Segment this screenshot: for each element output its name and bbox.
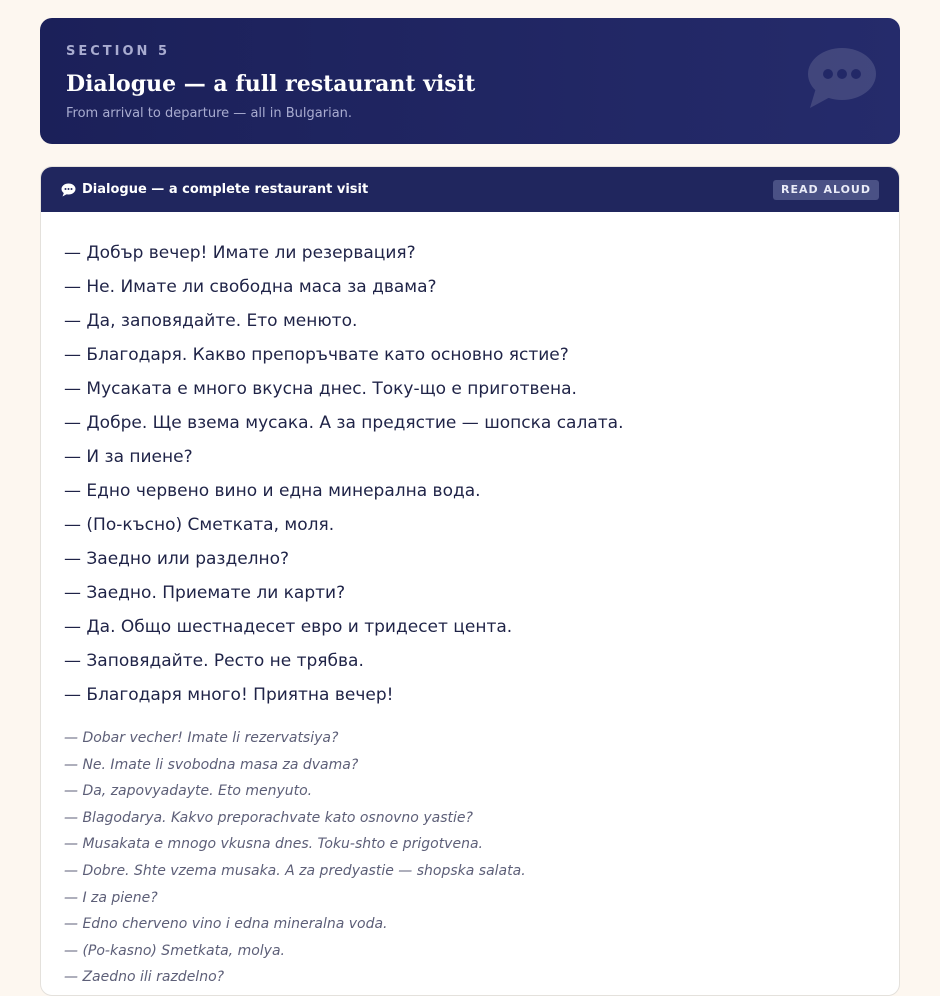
transliteration-line: — Zaedno ili razdelno? [64,969,225,986]
transliteration-line: — Ne. Imate li svobodna masa za dvama? [64,756,359,773]
dialogue-line: — (По-късно) Сметката, моля. [64,515,335,535]
dialogue-card [40,166,900,996]
section-label: SECTION 5 [66,44,170,59]
speech-bubble-icon [806,46,878,112]
dialogue-line: — Добър вечер! Имате ли резервация? [64,243,416,263]
dialogue-line: — Да. Общо шестнадесет евро и тридесет цента. [64,617,513,637]
dialogue-line: — Заедно или разделно? [64,549,290,569]
transliteration-line: — Dobar vecher! Imate li rezervatsiya? [64,730,339,746]
transliteration-line: — Da, zapovyadayte. Eto menyuto. [64,783,313,800]
dialogue-line: — Да, заповядайте. Ето менюто. [64,311,358,331]
transliteration-line: — Blagodarya. Kakvo preporachvate kato osnovno yastie? [64,809,473,826]
transliteration-line: — I za piene? [64,889,158,906]
dialogue-line: — Едно червено вино и една минерална вода. [64,481,481,501]
card-title [61,182,368,197]
section-subtitle: From arrival to departure — all in Bulgarian. [66,106,353,121]
read-aloud-button[interactable]: READ ALOUD [773,180,879,200]
dialogue-line: — Не. Имате ли свободна маса за двама? [64,277,437,297]
card-title-text: Dialogue — a complete restaurant visit [82,182,369,197]
transliteration-line: — Musakata e mnogo vkusna dnes. Toku-shto e prigotvena. [64,836,483,853]
transliteration-line: — (Po-kasno) Smetkata, molya. [64,942,285,959]
dialogue-line: — Заедно. Приемате ли карти? [64,583,346,603]
dialogue-line: — Заповядайте. Ресто не трябва. [64,651,364,671]
card-header [41,167,899,212]
dialogue-line: — Благодаря. Какво препоръчвате като основно ястие? [64,345,569,365]
transliteration-line: — Edno cherveno vino i edna mineralna voda. [64,916,388,933]
transliteration-lines [64,725,876,991]
dialogue-line: — И за пиене? [64,447,193,467]
dialogue-line: — Благодаря много! Приятна вечер! [64,685,394,705]
transliteration-line: — Dobre. Shte vzema musaka. A za predyastie — shopska salata. [64,862,526,879]
bulgarian-lines [64,236,876,712]
dialogue-line: — Мусаката е много вкусна днес. Току-що е приготвена. [64,379,577,399]
section-title: Dialogue — a full restaurant visit [66,71,476,97]
dialogue-body [41,212,899,991]
section-header [40,18,900,144]
dialogue-line: — Добре. Ще взема мусака. А за предястие — шопска салата. [64,413,624,433]
speech-bubble-icon [61,183,76,197]
